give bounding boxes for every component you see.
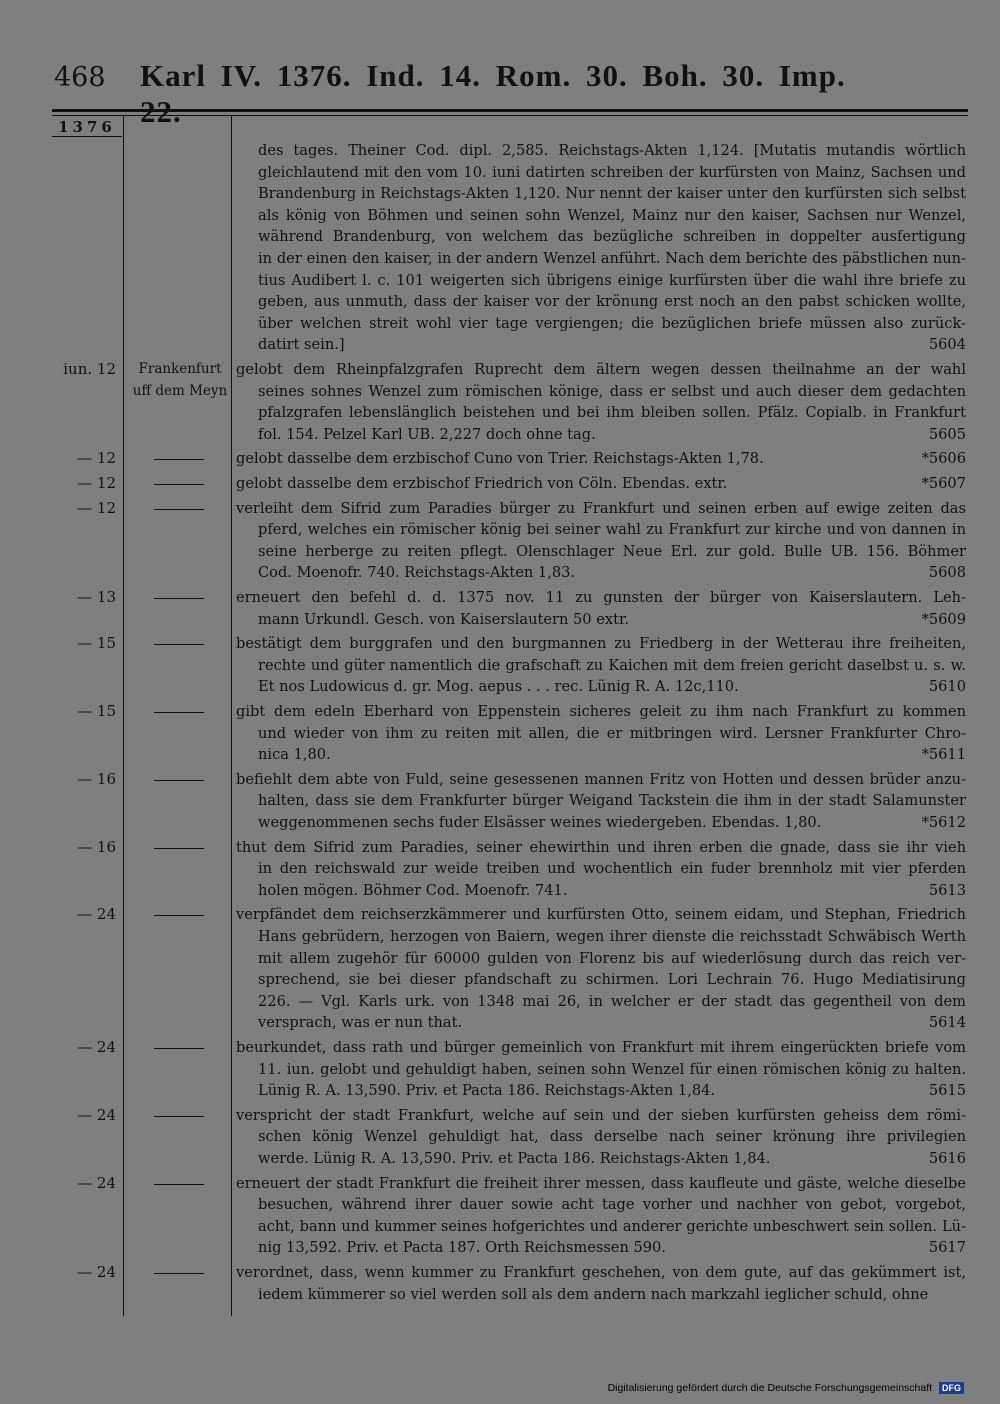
- entry-text-line: [236, 1105, 966, 1127]
- entry-text-line: [236, 519, 966, 541]
- entry-place-line: uff dem Meyn: [132, 382, 228, 399]
- entry-text-content: weggenommenen sechs fuder Elsässer weines wiedergeben. Ebendas. 1,80.: [258, 813, 822, 831]
- entry-text-content: seine herberge zu reiten pflegt. Olenschlager Neue Erl. zur gold. Bulle UB. 156. Böhmer: [258, 542, 966, 560]
- register-entry: [0, 473, 1000, 495]
- register-entry: [0, 448, 1000, 470]
- entry-text-line: [236, 541, 966, 563]
- entry-text-content: verspricht der stadt Frankfurt, welche auf sein und der sieben kurfürsten geheiss dem römi-: [236, 1106, 966, 1124]
- place-ditto-rule: [154, 780, 204, 781]
- place-ditto-rule: [154, 712, 204, 713]
- entry-text-line: [236, 1237, 966, 1259]
- entry-text-line: [236, 837, 966, 859]
- entry-text-content: befiehlt dem abte von Fuld, seine gesessenen mannen Fritz von Hotten und dessen brüder anzu-: [236, 770, 966, 788]
- entry-text-line: [236, 904, 966, 926]
- entry-text-line: [258, 226, 966, 248]
- entry-date: — 12: [77, 498, 116, 517]
- entry-text-content: nica 1,80.: [258, 746, 331, 764]
- entry-text: [236, 359, 966, 445]
- entry-text-line: [236, 473, 966, 495]
- entry-text-line: [236, 359, 966, 381]
- entry-text: [236, 587, 966, 630]
- entry-text-line: [236, 676, 966, 698]
- entry-text-line: [236, 1037, 966, 1059]
- register-entry: [0, 498, 1000, 584]
- entry-text-content: 11. iun. gelobt und gehuldigt haben, seinen sohn Wenzel für einen römischen könig zu halten.: [258, 1060, 966, 1078]
- entry-text-line: [258, 183, 966, 205]
- entry-text: [236, 473, 966, 495]
- entry-text-content: in der einen den kaiser, in der andern Wenzel anführt. Nach dem berichte des päbstlichen nun-: [258, 249, 966, 267]
- entry-text-line: [236, 880, 966, 902]
- entry-text-content: seines sohnes Wenzel zum römischen könige, dass er selbst und auch dieser dem gedachten: [258, 382, 966, 400]
- entry-date: — 15: [77, 634, 116, 653]
- entry-text-line: [236, 609, 966, 631]
- entry-text-content: sprechend, sie bei dieser pfandschaft zu schirmen. Lori Lechrain 76. Hugo Mediatisirung: [258, 971, 966, 989]
- register-entry: [0, 633, 1000, 698]
- entry-text-content: pferd, welches ein römischer könig bei seiner wahl zu Frankfurt zur kirche und von dannen in: [258, 521, 966, 539]
- entry-text-line: [236, 969, 966, 991]
- entry-date: — 24: [77, 1263, 116, 1281]
- entry-text-content: des tages. Theiner Cod. dipl. 2,585. Reichstags-Akten 1,124. [Mutatis mutandis wörtlich: [258, 142, 966, 159]
- register-entry: [0, 1262, 1000, 1305]
- entry-text-line: [236, 1080, 966, 1102]
- regest-number: 5614: [928, 1014, 966, 1032]
- entry-text-line: [258, 334, 966, 356]
- entry-text-content: gelobt dasselbe dem erzbischof Friedrich von Cöln. Ebendas. extr.: [236, 475, 728, 492]
- register-entry: [0, 1105, 1000, 1170]
- place-ditto-rule: [154, 509, 204, 510]
- place-ditto-rule: [154, 915, 204, 916]
- entry-text-content: erneuert den befehl d. d. 1375 nov. 11 zu gunsten der bürger von Kaiserslautern. Leh-: [236, 589, 966, 606]
- entry-text-content: gelobt dasselbe dem erzbischof Cuno von Trier. Reichstags-Akten 1,78.: [236, 450, 764, 468]
- header-rule: [52, 109, 968, 112]
- footer-text: Digitalisierung gefördert durch die Deutsche Forschungsgemeinschaft: [607, 1381, 933, 1394]
- entry-text-content: verpfändet dem reichserzkämmerer und kurfürsten Otto, seinem eidam, und Stephan, Friedrich: [236, 906, 966, 924]
- entry-text-line: [236, 1012, 966, 1034]
- register-entry: [0, 701, 1000, 766]
- entry-text-line: [236, 1059, 966, 1081]
- entry-text: [258, 140, 966, 356]
- entry-text-content: Lünig R. A. 13,590. Priv. et Pacta 186. Reichstags-Akten 1,84.: [258, 1082, 716, 1100]
- entry-text: [236, 837, 966, 902]
- entry-text-line: [236, 701, 966, 723]
- entry-text-content: als könig von Böhmen und seinen sohn Wenzel, Mainz nur den kaiser, Sachsen nur Wenzel,: [258, 206, 966, 224]
- entry-text: [236, 633, 966, 698]
- place-ditto-rule: [154, 848, 204, 849]
- entry-text: [236, 1262, 966, 1305]
- entry-date: — 16: [77, 837, 116, 856]
- entry-text-content: gibt dem edeln Eberhard von Eppenstein sicheres geleit zu ihm nach Frankfurt zu kommen: [236, 703, 966, 720]
- entry-text-line: [258, 162, 966, 184]
- place-ditto-rule: [154, 1048, 204, 1049]
- entry-text-line: [258, 270, 966, 292]
- entry-place: [126, 359, 234, 402]
- entry-date: — 15: [77, 702, 116, 720]
- entry-text-content: Brandenburg in Reichstags-Akten 1,120. Nur nennt der kaiser unter den kurfürsten sich selbst: [258, 185, 966, 203]
- entry-text-content: in den reichswald zur weide treiben und wochentlich ein fuder brennholz mit vier pferden: [258, 860, 966, 878]
- regest-number: *5611: [921, 746, 966, 764]
- dfg-logo: DFG: [939, 1382, 964, 1394]
- entry-text-content: datirt sein.]: [258, 336, 345, 354]
- regest-number: 5610: [928, 678, 966, 696]
- entry-text-line: [236, 1173, 966, 1195]
- entry-text-content: rechte und güter namentlich die grafschaft zu Kaichen mit dem freien gericht daselbst u. s. w.: [258, 656, 966, 674]
- entry-date: — 13: [77, 588, 116, 606]
- entry-text-line: [236, 1148, 966, 1170]
- regest-number: 5608: [928, 564, 966, 582]
- entry-text-content: gelobt dem Rheinpfalzgrafen Ruprecht dem ältern wegen dessen theilnahme an der wahl: [236, 361, 966, 378]
- regest-number: *5607: [921, 475, 966, 492]
- entry-text-line: [258, 205, 966, 227]
- entry-text-content: über welchen streit wohl vier tage vergiengen; die bezüglichen briefe müssen also zurück-: [258, 314, 966, 332]
- entry-text-line: [236, 1262, 966, 1284]
- entry-text-line: [236, 769, 966, 791]
- entry-text-line: [258, 291, 966, 313]
- entry-text-content: mann Urkundl. Gesch. von Kaiserslautern 50 extr.: [258, 610, 629, 628]
- entry-text-line: [236, 926, 966, 948]
- regest-number: 5605: [928, 425, 966, 443]
- entry-text-line: [236, 790, 966, 812]
- entry-text-content: holen mögen. Böhmer Cod. Moenofr. 741.: [258, 881, 568, 899]
- running-head: Karl IV. 1376. Ind. 14. Rom. 30. Boh. 30. Imp.: [140, 58, 846, 93]
- entry-text-content: iedem kümmerer so viel werden soll als dem andern nach markzahl ieglicher schuld, ohne: [258, 1285, 929, 1303]
- entry-text-content: und wieder von ihm zu reiten mit allen, die er mitbringen wird. Lersner Frankfurter Chro-: [258, 724, 966, 742]
- entry-text-line: [236, 991, 966, 1013]
- entry-text-line: [236, 562, 966, 584]
- entry-text-line: [236, 1126, 966, 1148]
- entry-text-content: acht, bann und kummer seines hofgerichtes und anderer gerichte unbeschwert sein sollen. Lü-: [258, 1217, 966, 1235]
- entry-text-content: Et nos Ludowicus d. gr. Mog. aepus . . . rec. Lünig R. A. 12c,110.: [258, 678, 739, 696]
- entry-text-line: [236, 633, 966, 655]
- entry-date: — 12: [77, 449, 116, 468]
- register-entry: [0, 140, 1000, 356]
- entry-date: — 24: [77, 1105, 116, 1124]
- entry-text: [236, 904, 966, 1034]
- register-entry: [0, 1173, 1000, 1259]
- place-ditto-rule: [154, 1184, 204, 1185]
- entry-text-line: [236, 381, 966, 403]
- entry-text-line: [236, 1194, 966, 1216]
- register-entry: [0, 769, 1000, 834]
- register-entry: [0, 904, 1000, 1034]
- regest-number: *5609: [921, 610, 966, 628]
- entry-text-line: [236, 587, 966, 609]
- entry-date: — 16: [77, 769, 116, 788]
- entry-text-content: 226. — Vgl. Karls urk. von 1348 mai 26, in welcher er der stadt das gegentheil von dem: [258, 992, 966, 1010]
- entry-text-content: gleichlautend mit den vom 10. iuni datirten schreiben der kurfürsten von Mainz, Sachsen und: [258, 163, 966, 181]
- entry-date: — 12: [77, 474, 116, 492]
- entry-text-line: [236, 723, 966, 745]
- regest-number: 5617: [928, 1239, 966, 1257]
- place-ditto-rule: [154, 644, 204, 645]
- entry-text-line: [236, 948, 966, 970]
- register-entry: [0, 359, 1000, 445]
- register-entry: [0, 837, 1000, 902]
- entry-text-content: Hans gebrüdern, herzogen von Baiern, wegen ihrer dienste die reichsstadt Schwäbisch Werth: [258, 927, 966, 945]
- entry-text-line: [236, 424, 966, 446]
- entry-text-content: tius Audibert l. c. 101 weigerten sich übrigens einige kurfürsten über die wahl ihre briefe zu: [258, 271, 966, 289]
- entry-text-line: [258, 313, 966, 335]
- footer-credit: [608, 1382, 964, 1394]
- place-ditto-rule: [154, 459, 204, 460]
- entry-text-line: [236, 1216, 966, 1238]
- regest-number: 5615: [928, 1082, 966, 1100]
- entry-text-content: verleiht dem Sifrid zum Paradies bürger zu Frankfurt und seinen erben auf ewige zeiten das: [236, 499, 966, 517]
- entry-text-content: während Brandenburg, von welchem das bezügliche schreiben in doppelter ausfertigung: [258, 228, 966, 246]
- entry-text-line: [236, 498, 966, 520]
- entry-text-line: [236, 448, 966, 470]
- entry-text-content: nig 13,592. Priv. et Pacta 187. Orth Reichsmessen 590.: [258, 1239, 666, 1257]
- entry-text-content: bestätigt dem burggrafen und den burgmannen zu Friedberg in der Wetterau ihre freiheiten,: [236, 635, 966, 653]
- entry-text-content: verordnet, dass, wenn kummer zu Frankfurt geschehen, von dem gute, auf das gekümmert ist,: [236, 1264, 966, 1281]
- entry-text-content: werde. Lünig R. A. 13,590. Priv. et Pacta 186. Reichstags-Akten 1,84.: [258, 1149, 771, 1167]
- regest-number: 5616: [928, 1149, 966, 1167]
- entry-text-content: erneuert der stadt Frankfurt die freiheit ihrer messen, dass kaufleute und gäste, welche dieselbe: [236, 1174, 966, 1192]
- entry-text-content: Cod. Moenofr. 740. Reichstags-Akten 1,83.: [258, 564, 576, 582]
- entry-text-content: fol. 154. Pelzel Karl UB. 2,227 doch ohne tag.: [258, 425, 596, 443]
- entry-text-content: pfalzgrafen lebenslänglich beistehen und bei ihm bleiben sollen. Pfälz. Copialb. in Frankfurt: [258, 404, 966, 422]
- entry-date: — 24: [77, 905, 116, 924]
- regest-number: 5613: [928, 881, 966, 899]
- place-ditto-rule: [154, 1116, 204, 1117]
- entry-text: [236, 498, 966, 584]
- regest-number: 5604: [928, 336, 966, 354]
- entry-text: [236, 769, 966, 834]
- entry-text-content: besuchen, während ihrer dauer sowie acht tage vorher und nachher von gebot, vorgebot,: [258, 1196, 966, 1214]
- place-ditto-rule: [154, 598, 204, 599]
- entry-place-line: Frankenfurt: [138, 361, 222, 377]
- entry-text: [236, 1105, 966, 1170]
- entry-date: iun. 12: [63, 360, 116, 378]
- entry-text: [236, 448, 966, 470]
- year-label: 1376: [52, 118, 122, 137]
- entry-text-line: [236, 655, 966, 677]
- register-entry: [0, 1037, 1000, 1102]
- entry-text-line: [236, 1284, 966, 1306]
- entry-text: [236, 701, 966, 766]
- page-number: 468: [54, 62, 106, 93]
- regest-number: *5612: [921, 813, 966, 831]
- entry-text-line: [236, 858, 966, 880]
- register-entry: [0, 587, 1000, 630]
- place-ditto-rule: [154, 1273, 204, 1274]
- header-rule-thin: [52, 115, 968, 116]
- entry-text-line: [236, 402, 966, 424]
- entry-text-content: schen könig Wenzel gehuldigt hat, dass derselbe nach seiner krönung ihre privilegien: [258, 1128, 966, 1146]
- entry-text-line: [258, 140, 966, 162]
- entry-text-content: versprach, was er nun that.: [258, 1014, 463, 1032]
- entry-text-line: [236, 812, 966, 834]
- regest-number: *5606: [921, 450, 966, 468]
- entry-text-content: thut dem Sifrid zum Paradies, seiner ehewirthin und ihren erben die gnade, dass sie ihr vieh: [236, 838, 966, 856]
- entry-text-content: beurkundet, dass rath und bürger gemeinlich von Frankfurt mit ihrem eingerückten briefe vom: [236, 1039, 966, 1056]
- entry-text-line: [258, 248, 966, 270]
- entry-text: [236, 1173, 966, 1259]
- entry-text-content: geben, aus unmuth, dass der kaiser vor der krönung erst noch an den pabst schicken wollte,: [258, 293, 966, 311]
- entry-date: — 24: [77, 1038, 116, 1056]
- entry-text: [236, 1037, 966, 1102]
- entry-date: — 24: [77, 1173, 116, 1192]
- entry-text-line: [236, 744, 966, 766]
- place-ditto-rule: [154, 484, 204, 485]
- entry-text-content: halten, dass sie dem Frankfurter bürger Weigand Tackstein die ihm in der stadt Salamunster: [258, 792, 966, 810]
- entry-text-content: mit allem zugehör für 60000 gulden von Florenz bis auf wiederlösung durch das reich ver-: [258, 949, 966, 967]
